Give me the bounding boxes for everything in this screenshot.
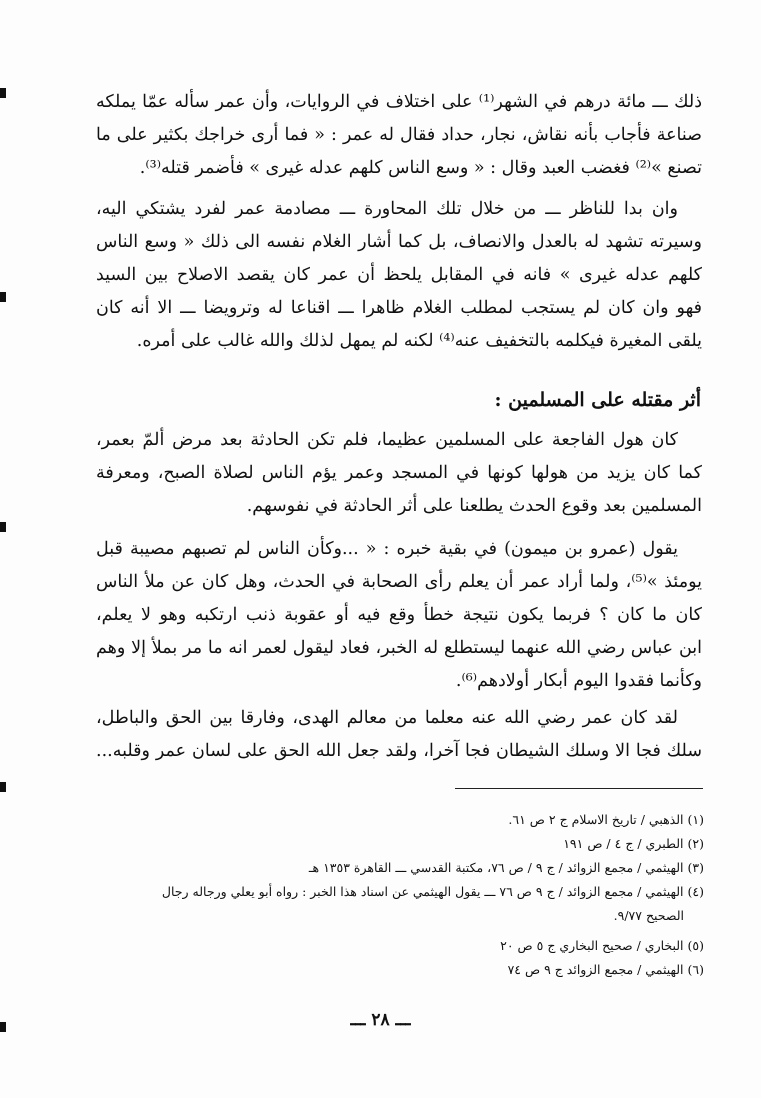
paragraph-1 — [96, 86, 702, 185]
scan-mark — [0, 782, 6, 792]
footnote: (٤) الهيثمي / مجمع الزوائد / ج ٩ ص ٧٦ ـــ يقول الهيثمي عن اسناد هذا الخبر : رواه أبو يعلي ورجاله رجال — [161, 884, 704, 899]
paragraph-3 — [96, 424, 702, 523]
text-line: وكأنما فقدوا اليوم أبكار أولادهم⁽⁶⁾. — [455, 671, 702, 691]
text-line: كان ما كان ؟ فربما يكون نتيجة خطأ وقع فيه أو عقوبة ذنب ارتكبه وهو لا يعلم، — [96, 605, 702, 625]
text-line: صناعة فأجاب بأنه نقاش، نجار، حداد فقال له عمر : « فما أرى خراجك بكثير على ما — [96, 125, 702, 145]
paragraph-2 — [96, 193, 702, 358]
text-line: تصنع »⁽²⁾ فغضب العبد وقال : « وسع الناس كلهم عدله غيرى » فأضمر قتله⁽³⁾. — [139, 158, 702, 178]
paragraph-4 — [96, 533, 702, 698]
text-line: وان بدا للناظر ـــ من خلال تلك المحاورة ـــ مصادمة عمر لفرد يشتكي اليه، — [96, 199, 678, 219]
page-number: ـــ ٢٨ ـــ — [350, 1010, 411, 1030]
text-line: المسلمين بعد وقوع الحدث يطلعنا على أثر الحادثة في نفوسهم. — [246, 496, 702, 516]
text-line: لقد كان عمر رضي الله عنه معلما من معالم الهدى، وفارقا بين الحق والباطل، — [96, 708, 678, 728]
footnote-continuation: الصحيح ٩/٧٧. — [613, 908, 684, 923]
text-line: كلهم عدله غيرى » فانه في المقابل يلحظ أن عمر كان يقصد الاصلاح بين السيد — [96, 265, 702, 285]
footnote: (٢) الطبري / ج ٤ / ص ١٩١ — [563, 836, 704, 851]
text-line: ابن عباس رضي الله عنهما ليستطلع له الخبر، فعاد ليقول لعمر انه ما مر بملأ إلا وهم — [96, 638, 702, 658]
scan-mark — [0, 522, 6, 532]
footnotes — [40, 808, 704, 982]
footnote: (٥) البخاري / صحيح البخاري ج ٥ ص ٢٠ — [500, 938, 704, 953]
text-line: كما كان يزيد من هولها كونها في المسجد وعمر يؤم الناس لصلاة الصبح، ومعرفة — [96, 463, 702, 483]
text-line: كان هول الفاجعة على المسلمين عظيما، فلم تكن الحادثة بعد مرض ألمّ بعمر، — [96, 430, 678, 450]
scan-mark — [0, 292, 6, 302]
text-line: ذلك ـــ مائة درهم في الشهر⁽¹⁾ على اختلاف في الروايات، وأن عمر سأله عمّا يملكه — [96, 92, 702, 112]
text-line: وسيرته تشهد له بالعدل والانصاف، بل كما أشار الغلام نفسه الى ذلك « وسع الناس — [96, 232, 702, 252]
footnote: (٣) الهيثمي / مجمع الزوائد / ج ٩ / ص ٧٦، مكتبة القدسي ـــ القاهرة ١٣٥٣ هـ — [308, 860, 704, 875]
scan-mark — [0, 88, 6, 98]
text-line: يومئذ »⁽⁵⁾، ولما أراد عمر أن يعلم رأى الصحابة في الحدث، وهل كان عن ملأ الناس — [96, 572, 702, 592]
paragraph-5 — [96, 702, 702, 768]
text-line: يقول (عمرو بن ميمون) في بقية خبره : « ...وكأن الناس لم تصبهم مصيبة قبل — [96, 539, 678, 559]
text-line: يلقى المغيرة فيكلمه بالتخفيف عنه⁽⁴⁾ لكنه لم يمهل لذلك والله غالب على أمره. — [136, 331, 702, 351]
footnote: (٦) الهيثمي / مجمع الزوائد ج ٩ ص ٧٤ — [507, 962, 704, 977]
footnote-separator — [455, 788, 703, 789]
text-line: سلك فجا الا وسلك الشيطان فجا آخرا، ولقد جعل الله الحق على لسان عمر وقلبه... — [96, 741, 702, 761]
section-heading: أثر مقتله على المسلمين : — [494, 389, 701, 411]
text-line: فهو وان كان لم يستجب لمطلب الغلام ظاهرا ـــ اقناعا له وترويضا ـــ الا أنه كان — [96, 298, 702, 318]
footnote: (١) الذهبي / تاريخ الاسلام ج ٢ ص ٦١. — [508, 812, 704, 827]
